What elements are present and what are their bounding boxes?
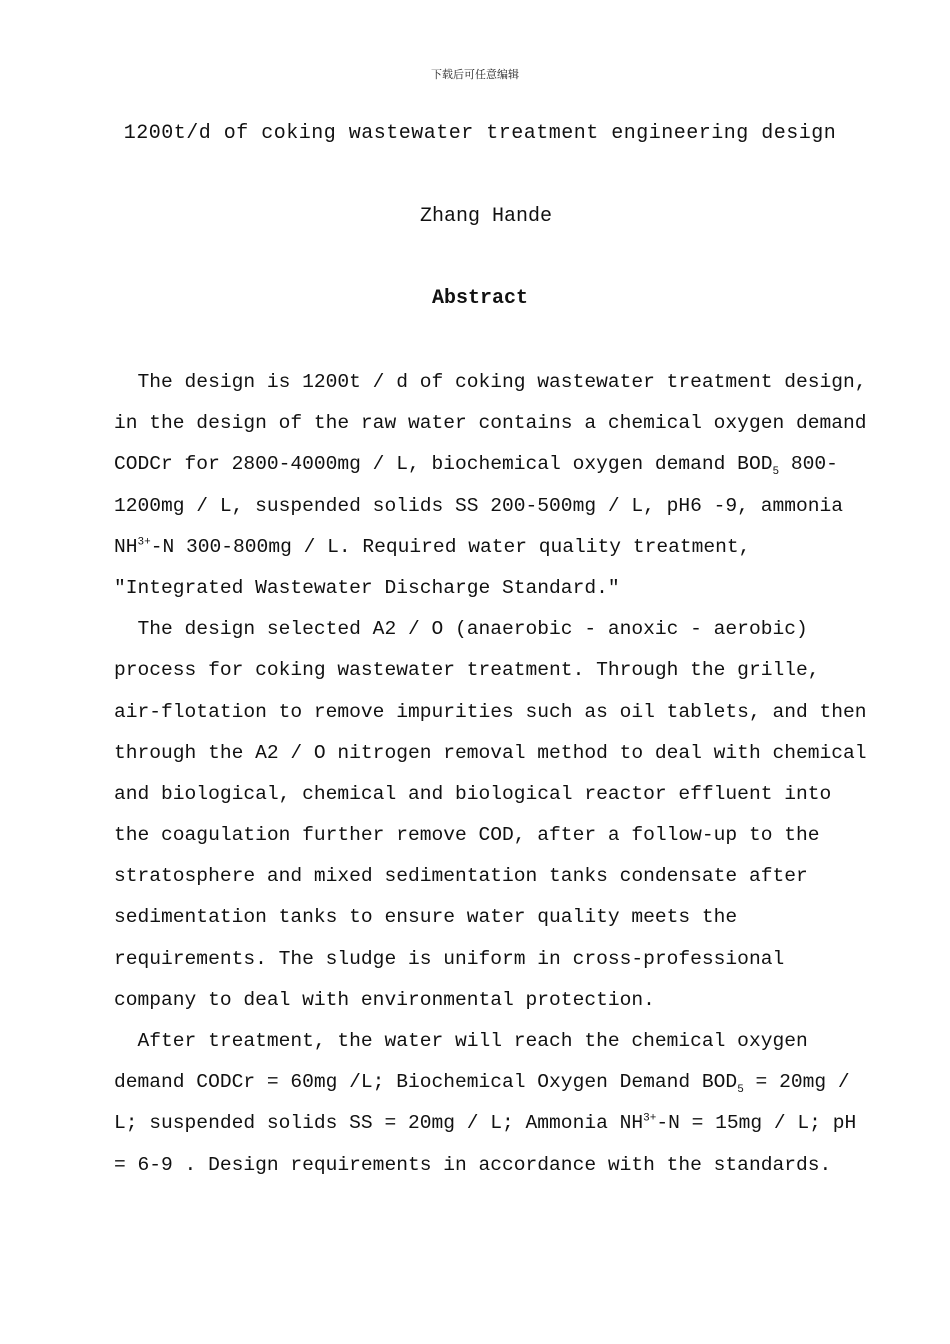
text-line: demand CODCr = 60mg /L; Biochemical Oxygen Demand $BOD_5 = 20mg$ / [114, 1071, 850, 1097]
text-line: through the A2 / O nitrogen removal method to deal with chemical [114, 741, 867, 764]
abstract-heading: Abstract [431, 287, 528, 310]
author-name: Zhang Hande [419, 205, 553, 228]
text-line: "Integrated Wastewater Discharge Standard." [114, 576, 620, 599]
text-line: air-flotation to remove impurities such as oil tablets, and then [114, 700, 867, 723]
text-line: After treatment, the water will reach the chemical oxygen [114, 1030, 808, 1052]
text-line: and biological, chemical and biological reactor effluent into [114, 782, 832, 805]
subscript: 5 [772, 466, 780, 479]
text-line: company to deal with environmental protection. [114, 988, 655, 1011]
text-line: process for coking wastewater treatment. Through the grille, [114, 659, 820, 682]
text-line: The design is 1200t / d of coking wastewater treatment design, [114, 371, 867, 393]
abstract-body [114, 362, 874, 1186]
text-line: = 6-9 . Design requirements in accordance with the standards. [114, 1153, 832, 1176]
text-line: stratosphere and mixed sedimentation tanks condensate after [114, 865, 808, 888]
text-line: The design selected A2 / O (anaerobic - anoxic - aerobic) [114, 618, 808, 641]
text-line: $NH^{3+}-N$ 300-800mg / L. Required water quality treatment, [114, 535, 751, 558]
superscript: 3+ [137, 536, 151, 549]
text-line: sedimentation tanks to ensure water quality meets the [114, 906, 738, 929]
text-line: L; suspended solids SS = 20mg / L; Ammonia $NH^{3+}-N = 15mg / L$; pH [114, 1112, 857, 1135]
text-line: CODCr for 2800-4000mg / L, biochemical oxygen demand $BOD_5$ 800- [114, 453, 838, 479]
subscript: 5 [737, 1084, 744, 1097]
text-line: 1200mg / L, suspended solids SS 200-500mg / L, pH6 -9, ammonia [114, 494, 844, 517]
text-line: the coagulation further remove COD, after a follow-up to the [114, 824, 820, 847]
superscript: 3+ [643, 1112, 657, 1125]
text-line: requirements. The sludge is uniform in cross-professional [114, 947, 785, 970]
text-line: in the design of the raw water contains a chemical oxygen demand [114, 412, 867, 435]
header-note: 下载后可任意编辑 [431, 68, 519, 81]
document-title: 1200t/d of coking wastewater treatment engineering design [123, 122, 837, 145]
